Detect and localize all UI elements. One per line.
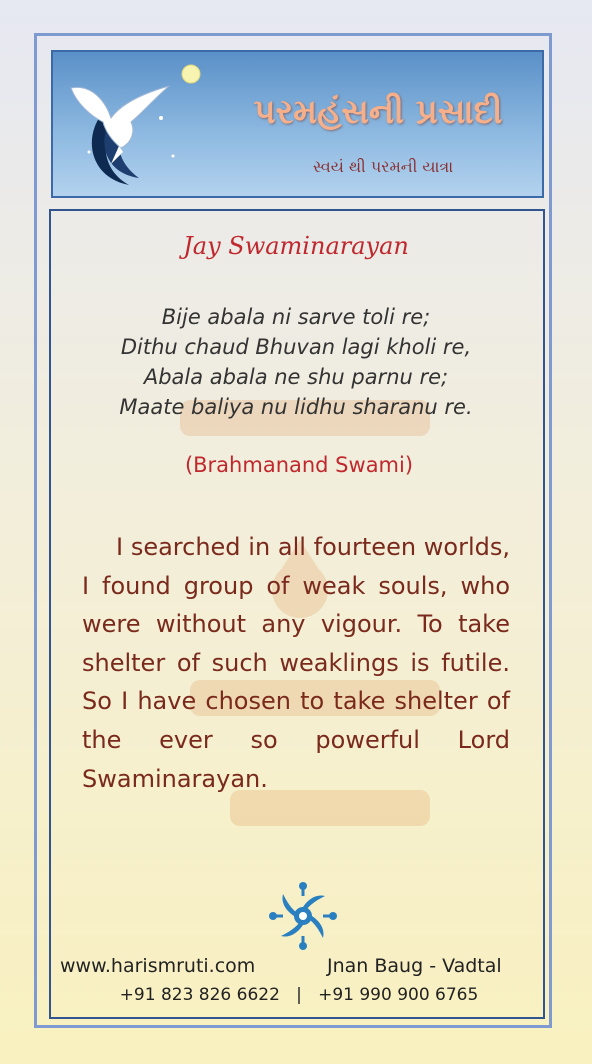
phone-numbers: +91 823 826 6622 | +91 990 900 6765 [119, 985, 479, 1005]
header-title: પરમહંસની પ્રસાદી [253, 92, 503, 132]
verse-block [60, 302, 532, 422]
verse-author: (Brahmanand Swami) [184, 453, 414, 477]
dove-moon-logo [61, 60, 201, 192]
verse-line: Maate baliya nu lidhu sharanu re. [119, 395, 473, 419]
location-text: Jnan Baug - Vadtal [327, 955, 502, 977]
swastika-lotus-icon [266, 880, 340, 952]
meaning-text: I searched in all fourteen worlds, I found group of weak souls, who were without any vigour. To take shelter of such weaklings is futile. So I have chosen to take shelter of the ever so powerful Lord Swaminarayan. [82, 533, 510, 793]
verse-line: Abala abala ne shu parnu re; [143, 365, 449, 389]
website-link[interactable]: www.harismruti.com [60, 955, 256, 977]
meaning-paragraph [82, 528, 510, 798]
greeting-text: Jay Swaminarayan [183, 232, 409, 260]
verse-line: Bije abala ni sarve toli re; [161, 305, 431, 329]
verse-line: Dithu chaud Bhuvan lagi kholi re, [120, 335, 472, 359]
header-banner [51, 50, 544, 198]
header-subtitle: સ્વયં થી પરમની યાત્રા [312, 157, 454, 176]
